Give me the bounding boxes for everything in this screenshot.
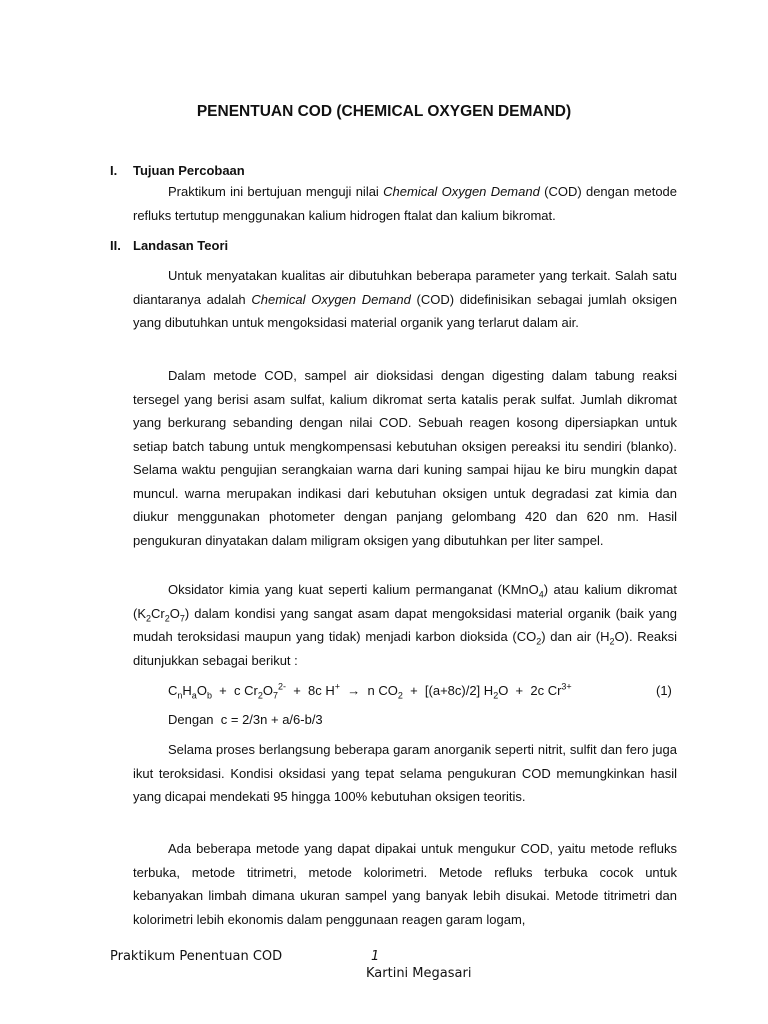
section-number: I. (110, 163, 118, 178)
section-number: II. (110, 238, 121, 253)
paragraph-landasan-4: Selama proses berlangsung beberapa garam anorganik seperti nitrit, sulfit dan fero juga ikut teroksidasi. Kondisi oksidasi yang tepat selama pengukuran COD memungkinkan hasil yang dicapai mendekati 95 hingga 100% kebutuhan oksigen teoritis. (133, 742, 677, 804)
reaction-equation: $C_nH_aO_b + c$ $Cr_2O_7^{2-} + 8c$ H+ → n $CO_2 + [(a+8c)/2] H_2O + 2c$ $Cr^{3+}$ (168, 681, 572, 701)
section-heading-landasan (110, 238, 228, 253)
paragraph-tujuan: Praktikum ini bertujuan menguji nilai Chemical Oxygen Demand (COD) dengan metode refluks tertutup menggunakan kalium hidrogen ftalat dan kalium bikromat. (133, 184, 678, 223)
section-heading-tujuan (110, 163, 245, 178)
section-title: Landasan Teori (133, 238, 229, 253)
footer-author: Kartini Megasari (366, 966, 472, 981)
equation-number: (1) (656, 683, 672, 698)
paragraph-landasan-2: Dalam metode COD, sampel air dioksidasi dengan digesting dalam tabung reaksi tersegel yang berisi asam sulfat, kalium dikromat serta katalis perak sulfat. Jumlah dikromat yang berkurang sebanding dengan nilai COD. Sebuah reagen kosong dipersiapkan untuk setiap batch tabung untuk mengkompensasi kebutuhan oksigen pereaksi itu sendiri (blanko). Selama waktu pengujian serangkaian warna dari kuning sampai hijau ke biru mungkin dapat muncul. warna merupakan indikasi dari kebutuhan oksigen untuk degradasi zat kimia dan diukur menggunakan photometer dengan panjang gelombang 420 dan 620 nm. Hasil pengukuran dinyatakan dalam miligram oksigen yang dibutuhkan per liter sampel. (133, 368, 677, 548)
page-title: PENENTUAN COD (CHEMICAL OXYGEN DEMAND) (196, 103, 572, 120)
page-number: 1 (371, 949, 380, 964)
footer-title: Praktikum Penentuan COD (110, 949, 283, 964)
section-title: Tujuan Percobaan (133, 163, 245, 178)
paragraph-landasan-5: Ada beberapa metode yang dapat dipakai untuk mengukur COD, yaitu metode refluks terbuka, metode titrimetri, metode kolorimetri. Metode refluks terbuka cocok untuk kebanyakan limbah dimana ukuran sampel yang banyak lebih disukai. Metode titrimetri dan kolorimetri lebih ekonomis dalam penggunaan reagen garam logam, (133, 841, 677, 927)
equation-definition: Dengan c = 2/3n + a/6-b/3 (168, 712, 323, 727)
paragraph-landasan-3: Oksidator kimia yang kuat seperti kalium permanganat (KMnO$_4$) atau kalium dikromat $(K_2Cr_2O_7)$ dalam kondisi yang sangat asam dapat mengoksidasi material organik (baik yang mudah teroksidasi maupun yang tidak) menjadi karbon dioksida $(CO_2)$ dan air $(H_2O)$. Reaksi ditunjukkan sebagai berikut : (133, 582, 677, 668)
paragraph-landasan-1: Untuk menyatakan kualitas air dibutuhkan beberapa parameter yang terkait. Salah satu diantaranya adalah Chemical Oxygen Demand (COD) didefinisikan sebagai jumlah oksigen yang dibutuhkan untuk mengoksidasi material organik yang terlarut dalam air. (133, 268, 677, 330)
